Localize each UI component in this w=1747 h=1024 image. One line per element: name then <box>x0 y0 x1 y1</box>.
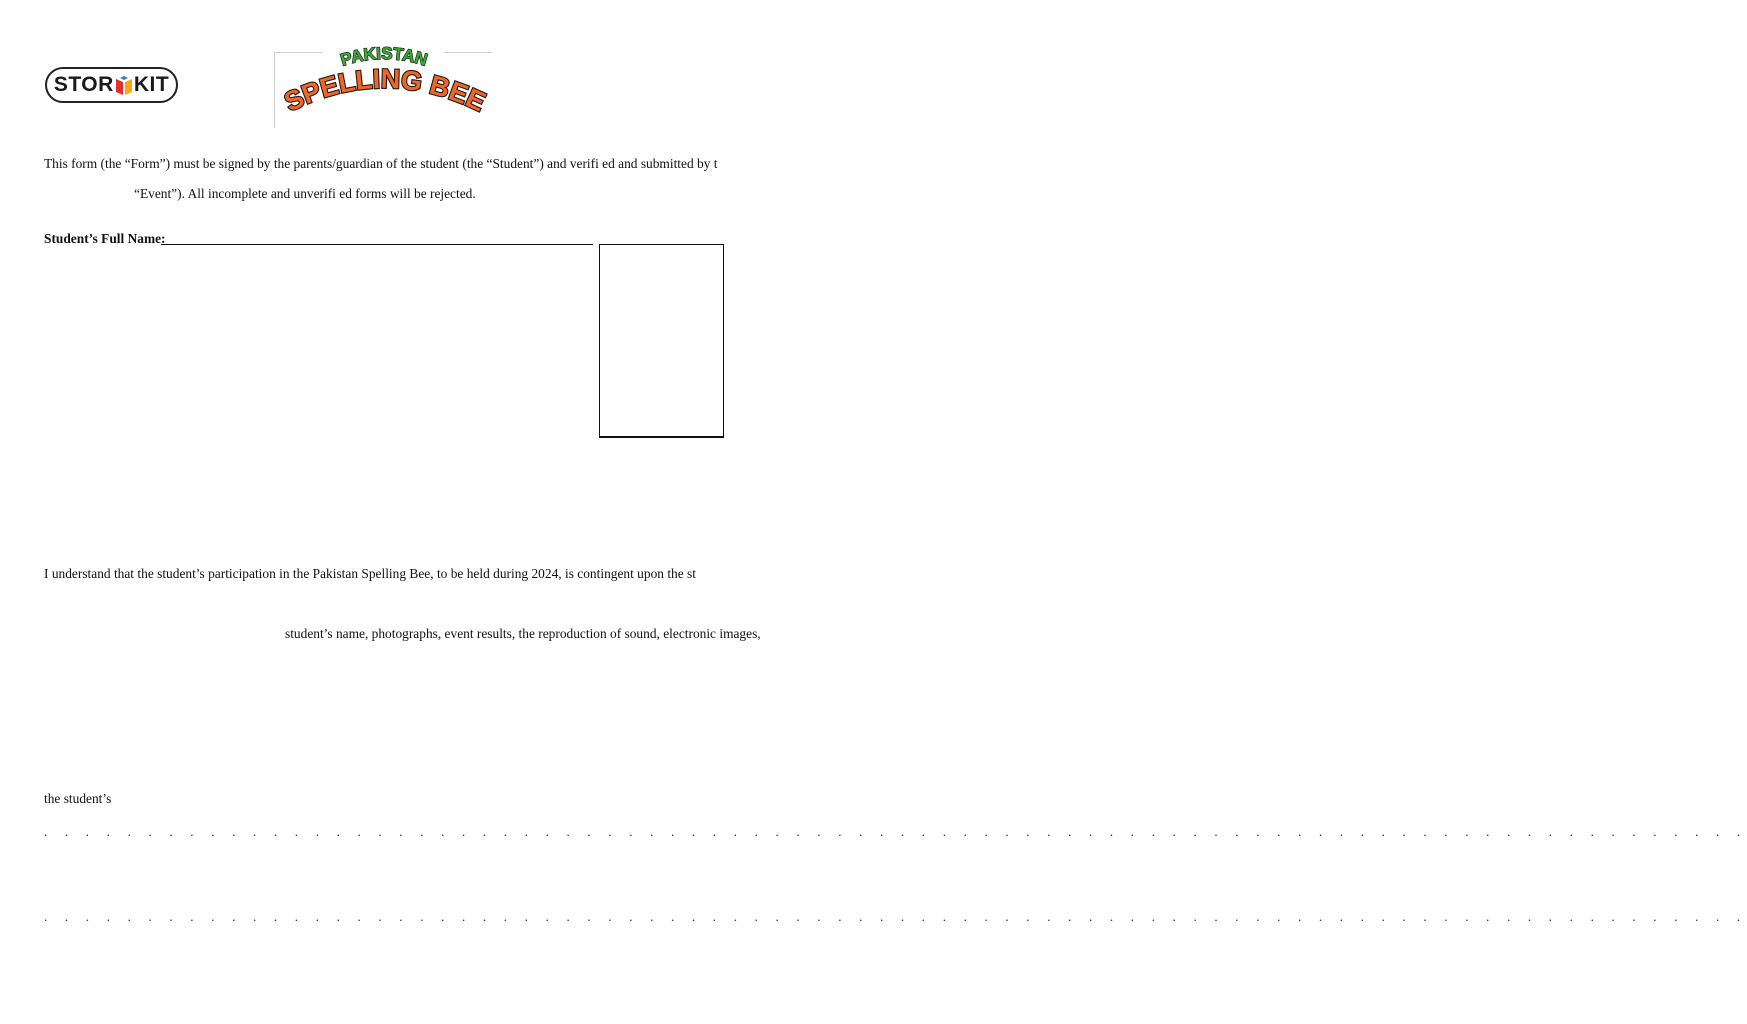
dotted-line-2[interactable]: . . . . . . . . . . . . . . . . . . . . . . . . . . . . . . . . . . . . . . . . . . . . . . . . . . . . . . . . . . . . . . . . . . . . . . . . . . . . . . . . . . <box>44 909 1747 924</box>
storykit-logo-text-end: KIT <box>133 73 170 96</box>
storykit-logo <box>45 67 178 103</box>
consent-line-1: I understand that the student’s participation in the Pakistan Spelling Bee, to be held during 2024, is contingent upon the st <box>44 566 696 581</box>
logo-pakistan-text: PAKISTAN <box>338 46 430 70</box>
student-name-input-line[interactable] <box>161 244 593 245</box>
spelling-bee-wordmark <box>274 46 492 128</box>
intro-line-2: “Event”). All incomplete and unverifi ed forms will be rejected. <box>134 186 476 201</box>
intro-line-1: This form (the “Form”) must be signed by the parents/guardian of the student (the “Student”) and verifi ed and submitted by t <box>44 156 718 171</box>
consent-line-3: the student’s <box>44 791 112 806</box>
student-name-label: Student’s Full Name: <box>44 231 166 246</box>
consent-line-2: student’s name, photographs, event results, the reproduction of sound, electronic images, <box>285 626 761 641</box>
spelling-bee-logo <box>274 46 492 128</box>
storykit-logo-text-start: STOR <box>53 73 114 96</box>
dotted-line-1[interactable]: . . . . . . . . . . . . . . . . . . . . . . . . . . . . . . . . . . . . . . . . . . . . . . . . . . . . . . . . . . . . . . . . . . . . . . . . . . . . . . . . . . <box>44 824 1747 839</box>
photo-box[interactable] <box>599 244 724 438</box>
storykit-book-icon <box>115 76 133 96</box>
logo-spelling-bee-text: SPELLING BEE <box>279 63 491 118</box>
